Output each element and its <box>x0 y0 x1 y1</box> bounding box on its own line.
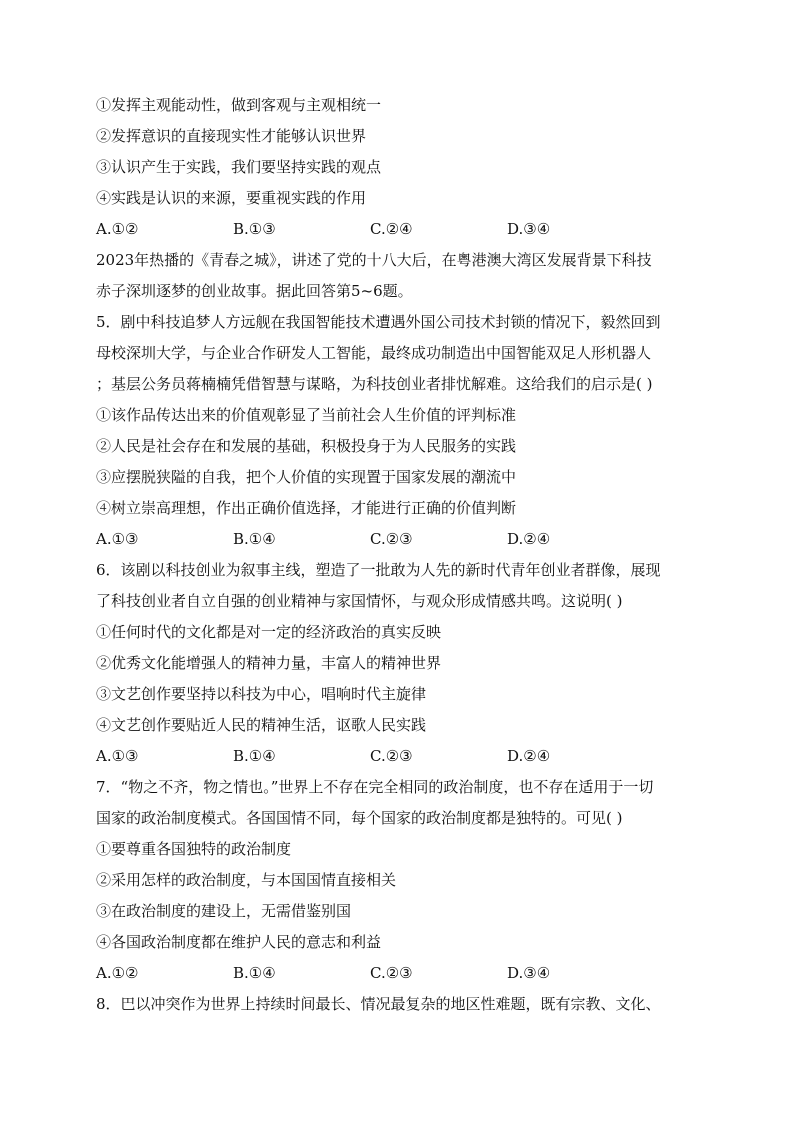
q5-stem <box>96 307 706 400</box>
q7-options <box>96 958 706 989</box>
q6-options <box>96 741 706 772</box>
q7-stem <box>96 772 706 834</box>
q8-stem <box>96 989 706 1020</box>
q5-statements <box>96 400 706 524</box>
q6-statement-3: ③文艺创作要坚持以科技为中心，唱响时代主旋律 <box>96 685 427 703</box>
q4-statement-2: ②发挥意识的直接现实性才能够认识世界 <box>96 127 367 145</box>
q5-option-c: C.②③ <box>370 530 413 548</box>
q5-option-a: A.①③ <box>96 530 139 548</box>
q4-option-b: B.①③ <box>233 220 276 238</box>
q4-option-d: D.③④ <box>507 220 551 238</box>
q7-option-c: C.②③ <box>370 964 413 982</box>
q5-statement-4: ④树立崇高理想，作出正确价值选择，才能进行正确的价值判断 <box>96 499 517 517</box>
intro-line-2: 赤子深圳逐梦的创业故事。据此回答第5~6题。 <box>96 282 413 300</box>
q6-stem <box>96 555 706 617</box>
q6-option-c: C.②③ <box>370 747 413 765</box>
q5-stem-line-2: 母校深圳大学，与企业合作研发人工智能，最终成功制造出中国智能双足人形机器人 <box>96 344 652 362</box>
q7-stem-line-1: 7．“物之不齐，物之情也。”世界上不存在完全相同的政治制度，也不存在适用于一切 <box>96 778 654 796</box>
q4-statement-4: ④实践是认识的来源，要重视实践的作用 <box>96 189 367 207</box>
q6-statements <box>96 617 706 741</box>
q7-option-b: B.①④ <box>233 964 276 982</box>
q6-option-b: B.①④ <box>233 747 276 765</box>
q5-statement-2: ②人民是社会存在和发展的基础，积极投身于为人民服务的实践 <box>96 437 517 455</box>
q4-statement-1: ①发挥主观能动性，做到客观与主观相统一 <box>96 96 382 114</box>
q7-statements <box>96 834 706 958</box>
q7-stem-line-2: 国家的政治制度模式。各国国情不同，每个国家的政治制度都是独特的。可见( ) <box>96 809 623 827</box>
q7-statement-4: ④各国政治制度都在维护人民的意志和利益 <box>96 933 382 951</box>
q6-stem-line-2: 了科技创业者自立自强的创业精神与家国情怀，与观众形成情感共鸣。这说明( ) <box>96 592 623 610</box>
q5-stem-line-1: 5．剧中科技追梦人方远舰在我国智能技术遭遇外国公司技术封锁的情况下，毅然回到 <box>96 313 661 331</box>
q4-option-c: C.②④ <box>370 220 413 238</box>
q4-statements <box>96 90 706 214</box>
exam-page <box>96 90 706 1020</box>
q6-option-a: A.①③ <box>96 747 139 765</box>
q5-stem-line-3: ；基层公务员蒋楠楠凭借智慧与谋略，为科技创业者排忧解难。这给我们的启示是( ) <box>96 375 653 393</box>
q7-statement-3: ③在政治制度的建设上，无需借鉴别国 <box>96 902 352 920</box>
q5-options <box>96 524 706 555</box>
q4-statement-3: ③认识产生于实践，我们要坚持实践的观点 <box>96 158 382 176</box>
q8-stem-line-1: 8．巴以冲突作为世界上持续时间最长、情况最复杂的地区性难题，既有宗教、文化、 <box>96 995 661 1013</box>
q7-statement-1: ①要尊重各国独特的政治制度 <box>96 840 292 858</box>
q6-statement-2: ②优秀文化能增强人的精神力量，丰富人的精神世界 <box>96 654 442 672</box>
q5-option-d: D.②④ <box>507 530 551 548</box>
q6-statement-4: ④文艺创作要贴近人民的精神生活，讴歌人民实践 <box>96 716 427 734</box>
q5-option-b: B.①④ <box>233 530 276 548</box>
q7-option-d: D.③④ <box>507 964 551 982</box>
q6-statement-1: ①任何时代的文化都是对一定的经济政治的真实反映 <box>96 623 442 641</box>
q4-options <box>96 214 706 245</box>
q5-statement-1: ①该作品传达出来的价值观彰显了当前社会人生价值的评判标准 <box>96 406 517 424</box>
q7-statement-2: ②采用怎样的政治制度，与本国国情直接相关 <box>96 871 397 889</box>
q6-stem-line-1: 6．该剧以科技创业为叙事主线，塑造了一批敢为人先的新时代青年创业者群像，展现 <box>96 561 661 579</box>
q4-option-a: A.①② <box>96 220 139 238</box>
q6-option-d: D.②④ <box>507 747 551 765</box>
q5-statement-3: ③应摆脱狭隘的自我，把个人价值的实现置于国家发展的潮流中 <box>96 468 517 486</box>
q5-6-intro <box>96 245 706 307</box>
intro-line-1: 2023年热播的《青春之城》，讲述了党的十八大后，在粤港澳大湾区发展背景下科技 <box>96 251 652 269</box>
q7-option-a: A.①② <box>96 964 139 982</box>
